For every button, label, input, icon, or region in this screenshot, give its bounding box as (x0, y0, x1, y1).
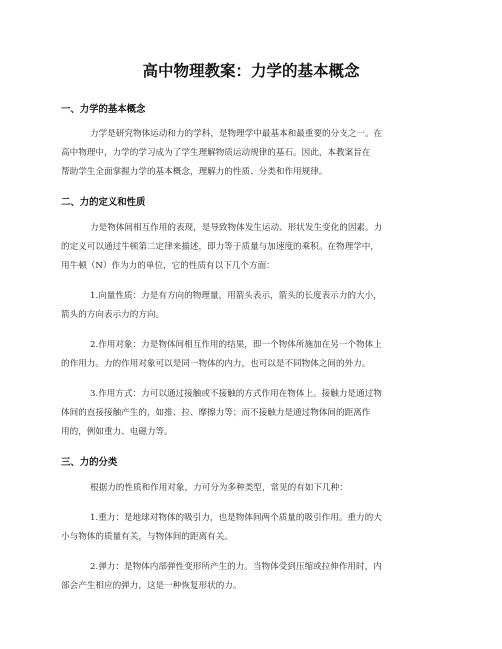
list-item-line: 2.弹力：是物体内部弹性变形所产生的力。当物体受到压缩或拉伸作用时，内 (90, 562, 382, 572)
list-item-line: 体间的直接接触产生的，如推、拉、摩擦力等；而不接触力是通过物体间的距离作 (61, 408, 371, 418)
list-item-line: 箭头的方向表示力的方向。 (61, 310, 165, 320)
section-heading-2: 二、力的定义和性质 (61, 197, 146, 208)
paragraph-line: 用牛顿（N）作为力的单位，它的性质有以下几个方面： (61, 261, 275, 271)
paragraph-line: 力学是研究物体运动和力的学科，是物理学中最基本和最重要的分支之一。在 (90, 129, 383, 139)
list-item-line: 的作用力。力的作用对象可以是同一物体的内力，也可以是不同物体之间的外力。 (61, 359, 371, 369)
page-title: 高中物理教案：力学的基本概念 (142, 62, 360, 80)
paragraph-line: 力是物体间相互作用的表现，是导致物体发生运动、形状发生变化的因素。力 (90, 223, 383, 233)
section-heading-1: 一、力学的基本概念 (61, 104, 146, 115)
list-item-line: 部会产生相应的弹力，这是一种恢复形状的力。 (61, 581, 242, 591)
paragraph-line: 根据力的性质和作用对象，力可分为多种类型，常见的有如下几种： (90, 483, 348, 493)
section-heading-3: 三、力的分类 (61, 457, 118, 468)
paragraph-line: 帮助学生全面掌握力学的基本概念，理解力的性质、分类和作用规律。 (61, 167, 328, 177)
paragraph-line: 的定义可以通过牛顿第二定律来描述，即力等于质量与加速度的乘积。在物理学中， (61, 242, 379, 252)
list-item-line: 1.向量性质：力是有方向的物理量，用箭头表示，箭头的长度表示力的大小， (90, 291, 382, 301)
paragraph-line: 高中物理中，力学的学习成为了学生理解物质运动规律的基石。因此，本教案旨在 (61, 148, 371, 158)
list-item-line: 小与物体的质量有关，与物体间的距离有关。 (61, 532, 233, 542)
list-item-line: 1.重力：是地球对物体的吸引力，也是物体间两个质量的吸引作用。重力的大 (90, 513, 382, 523)
list-item-line: 3.作用方式：力可以通过接触或不接触的方式作用在物体上。接触力是通过物 (90, 389, 382, 399)
list-item-line: 2.作用对象：力是物体间相互作用的结果，即一个物体所施加在另一个物体上 (90, 340, 382, 350)
list-item-line: 用的，例如重力、电磁力等。 (61, 427, 173, 437)
